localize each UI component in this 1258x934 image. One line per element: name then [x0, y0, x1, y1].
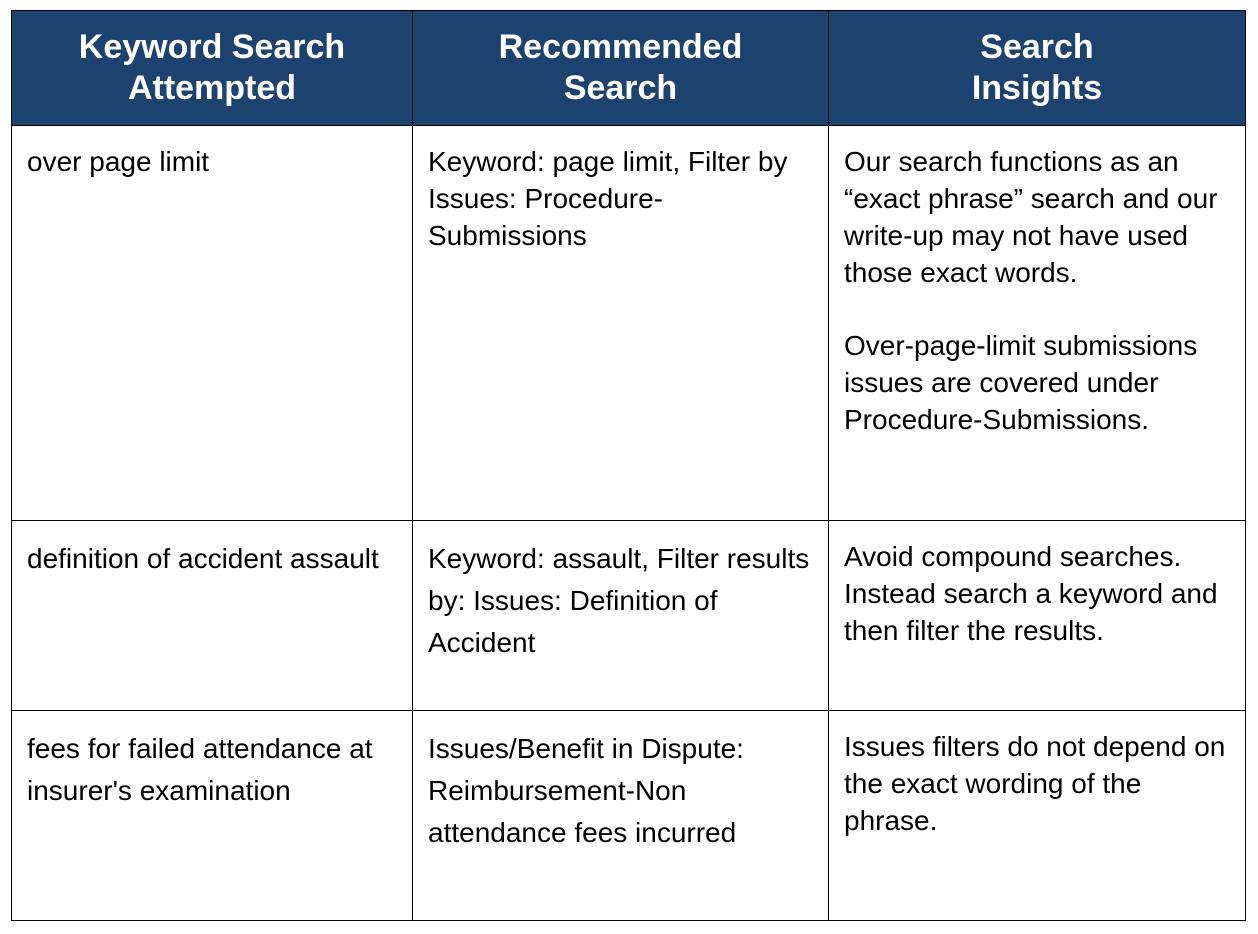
header-line: Attempted — [127, 69, 297, 107]
header-line: Insights — [971, 69, 1103, 107]
table-row — [12, 126, 1246, 521]
header-search-insights — [829, 11, 1246, 126]
keyword-cell: fees for failed attendance at insurer's examination — [12, 711, 413, 921]
header-line: Search — [563, 69, 678, 107]
search-tips-table — [11, 10, 1246, 921]
insights-cell — [829, 521, 1246, 711]
search-tips-table-container — [11, 10, 1245, 921]
insight-paragraph: Our search functions as an “exact phrase” search and our write-up may not have used those exact words. — [844, 146, 1218, 288]
header-recommended-search — [413, 11, 829, 126]
insights-cell — [829, 126, 1246, 521]
header-line: Search — [980, 28, 1094, 66]
insight-paragraph: Issues filters do not depend on the exact wording of the phrase. — [844, 731, 1226, 836]
header-line: Keyword Search — [78, 28, 346, 66]
header-keyword-search-attempted — [12, 11, 413, 126]
recommended-cell: Keyword: assault, Filter results by: Issues: Definition of Accident — [413, 521, 829, 711]
insight-paragraph: Over-page-limit submissions issues are covered under Procedure-Submissions. — [844, 330, 1198, 435]
recommended-cell: Issues/Benefit in Dispute: Reimbursement-Non attendance fees incurred — [413, 711, 829, 921]
insight-paragraph: Avoid compound searches. Instead search a keyword and then filter the results. — [844, 541, 1218, 646]
table-row — [12, 521, 1246, 711]
header-line: Recommended — [498, 28, 743, 66]
table-header-row — [12, 11, 1246, 126]
keyword-cell: over page limit — [12, 126, 413, 521]
table-row — [12, 711, 1246, 921]
insights-cell — [829, 711, 1246, 921]
keyword-cell: definition of accident assault — [12, 521, 413, 711]
recommended-cell: Keyword: page limit, Filter by Issues: Procedure-Submissions — [413, 126, 829, 521]
